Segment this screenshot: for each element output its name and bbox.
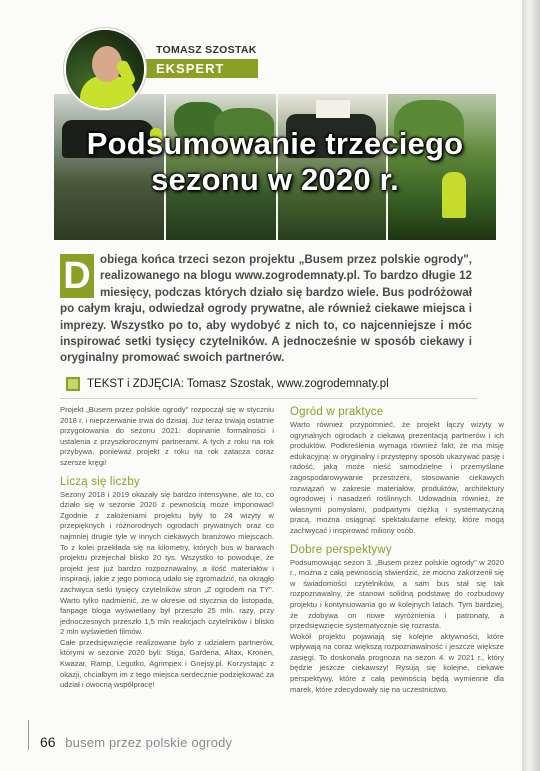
title-line-1: Podsumowanie trzeciego	[86, 126, 464, 161]
left-column	[60, 405, 274, 691]
author-photo	[64, 28, 146, 110]
body-paragraph: Wokół projektu pojawiają się kolejne aktywności, które wpływają na coraz większą rozpoznawalność i jeszcze większe zasięgi. To doskonała prognoza na sezon 4. w 2021 r., który będzie jeszcze ciekawszy! Rysują się kolejne, ciekawe perspektywy, które z całą pewnością będą wymienne dla marek, które zdecydowały się na uczestnictwo.	[290, 631, 504, 694]
author-role-badge: EKSPERT	[140, 59, 258, 78]
section-name: busem przez polskie ogrody	[65, 735, 233, 750]
section-heading: Dobre perspektywy	[290, 543, 392, 556]
section-heading: Ogród w praktyce	[290, 406, 384, 418]
lead-paragraph	[60, 252, 472, 367]
title-line-2: sezonu w 2020 r.	[151, 162, 399, 197]
credit-line	[66, 375, 389, 393]
page-number: 66	[40, 734, 56, 750]
square-bullet-icon	[66, 377, 80, 391]
right-column	[290, 405, 504, 695]
section-heading: Liczą się liczby	[60, 475, 140, 488]
footer-rule	[28, 720, 29, 750]
lead-text: obiega końca trzeci sezon projektu „Busem przez polskie ogrody", realizowanego na blogu www.zogrodemnaty.pl. To bardzo długie 12 miesięcy, podczas których działo się bardzo wiele. Bus podróżował po całym kraju, odwiedzał ogrody prywatne, ale również ciekawe miejsca i imprezy. Wszystko po to, aby wydobyć z nich to, co najcenniejsze i móc inspirować setki tysięcy czytelników. A jednocześnie w sposób ciekawy i oryginalny promować swoich partnerów.	[60, 253, 472, 365]
intro-paragraph: Projekt „Busem przez polskie ogrody" rozpoczął się w styczniu 2018 r. i nieprzerwanie trwa do dzisiaj. Już teraz trwają ostatnie przygotowania do sezonu 2021: dopinanie formalności i ustalenia z przyszłorocznymi partnerami. A tych z roku na rok przybywa, ponieważ projekt z roku na rok zatacza coraz szersze kręgi!	[60, 405, 274, 467]
body-paragraph: Sezony 2018 i 2019 okazały się bardzo intensywne, ale to, co działo się w sezonie 2020 z pewnością może imponować! Zgodnie z założeniami projektu były to 24 wizyty w przepięknych i różnorodnych ogrodach prywatnych oraz co najmniej drugie tyle w innych ciekawych branżowo miejscach. To z kolei przekłada się na kilometry, których bus w barwach projektu przejechał blisko 20 tys. Wszystko to powoduje, że projekt jest już bardzo rozpoznawalny, a ilość materiałów i inspiracji, jakie z jego pomocą udało się zgromadzić, na okrągło zachwyca setki tysięcy czytelników stron „Z ogrodem na TY". Warto tylko nadmienić, że w okresie od stycznia do listopada, fanpage bloga wyświetlany był przeszło 25 mln. razy, przy jednoczesnych przeszło 1,5 mln reakcjach czytelników i blisko 2 mln wyświetleń filmów.	[60, 489, 275, 637]
page-footer	[40, 734, 232, 750]
drop-cap: D	[60, 254, 94, 298]
author-box	[140, 44, 258, 78]
divider	[60, 398, 478, 399]
article-title	[54, 126, 496, 198]
author-name: TOMASZ SZOSTAK	[156, 44, 257, 56]
body-paragraph: Całe przedsięwzięcie realizowane było z udziałem partnerów, którymi w sezonie 2020 byli: Stiga, Gardena, Altax, Kronen, Kwazar, Ramp, Legutko, Agrimpex i Gnejsy.pl. Korzystając z okazji, chciałbym im z tego miejsca serdecznie podziękować za udział i owocną współpracę!	[60, 637, 274, 690]
body-paragraph: Warto również przypomnieć, że projekt łączy wizyty w ogrynalnych ogrodach z ciekawą prezentacją partnerów i ich produktów. Podkreślenia wymaga również fakt, że ma misję edukacyjną: w oryginalny i przystępny sposób ukazywać pasję i radość, jaką może nieść samodzielne i przemyślane zagospodarowywanie przestrzeni, stosowanie ciekawych rozwiązań w zakresie materiałów, produktów, architektury ogrodowej i nasadzeń roślinnych. Udowadnia również, że własnymi pomysłami, podpartymi ciężką i systematyczną pracą, można osiągnąć spektakularne efekty, które mogą zachwycać i inspirować miliony osób.	[290, 420, 504, 535]
credit-text: TEKST i ZDJĘCIA: Tomasz Szostak, www.zogrodemnaty.pl	[87, 378, 389, 390]
page-spine-shadow	[522, 0, 540, 771]
body-paragraph: Podsumowując sezon 3. „Busem przez polskie ogrody" w 2020 r., można z całą pewnością stwierdzić, że mocno zakorzenił się w świadomości czytelników, a sam bus stał się tak rozpoznawalny, że stanowi solidną podstawę do rozbudowy projektu i kontynuowania go w kolejnych latach. Tym bardziej, że zdobywa on nowe wyróżnienia i patronaty, a przedsięwzięcie systematycznie się rozrasta.	[290, 557, 504, 631]
